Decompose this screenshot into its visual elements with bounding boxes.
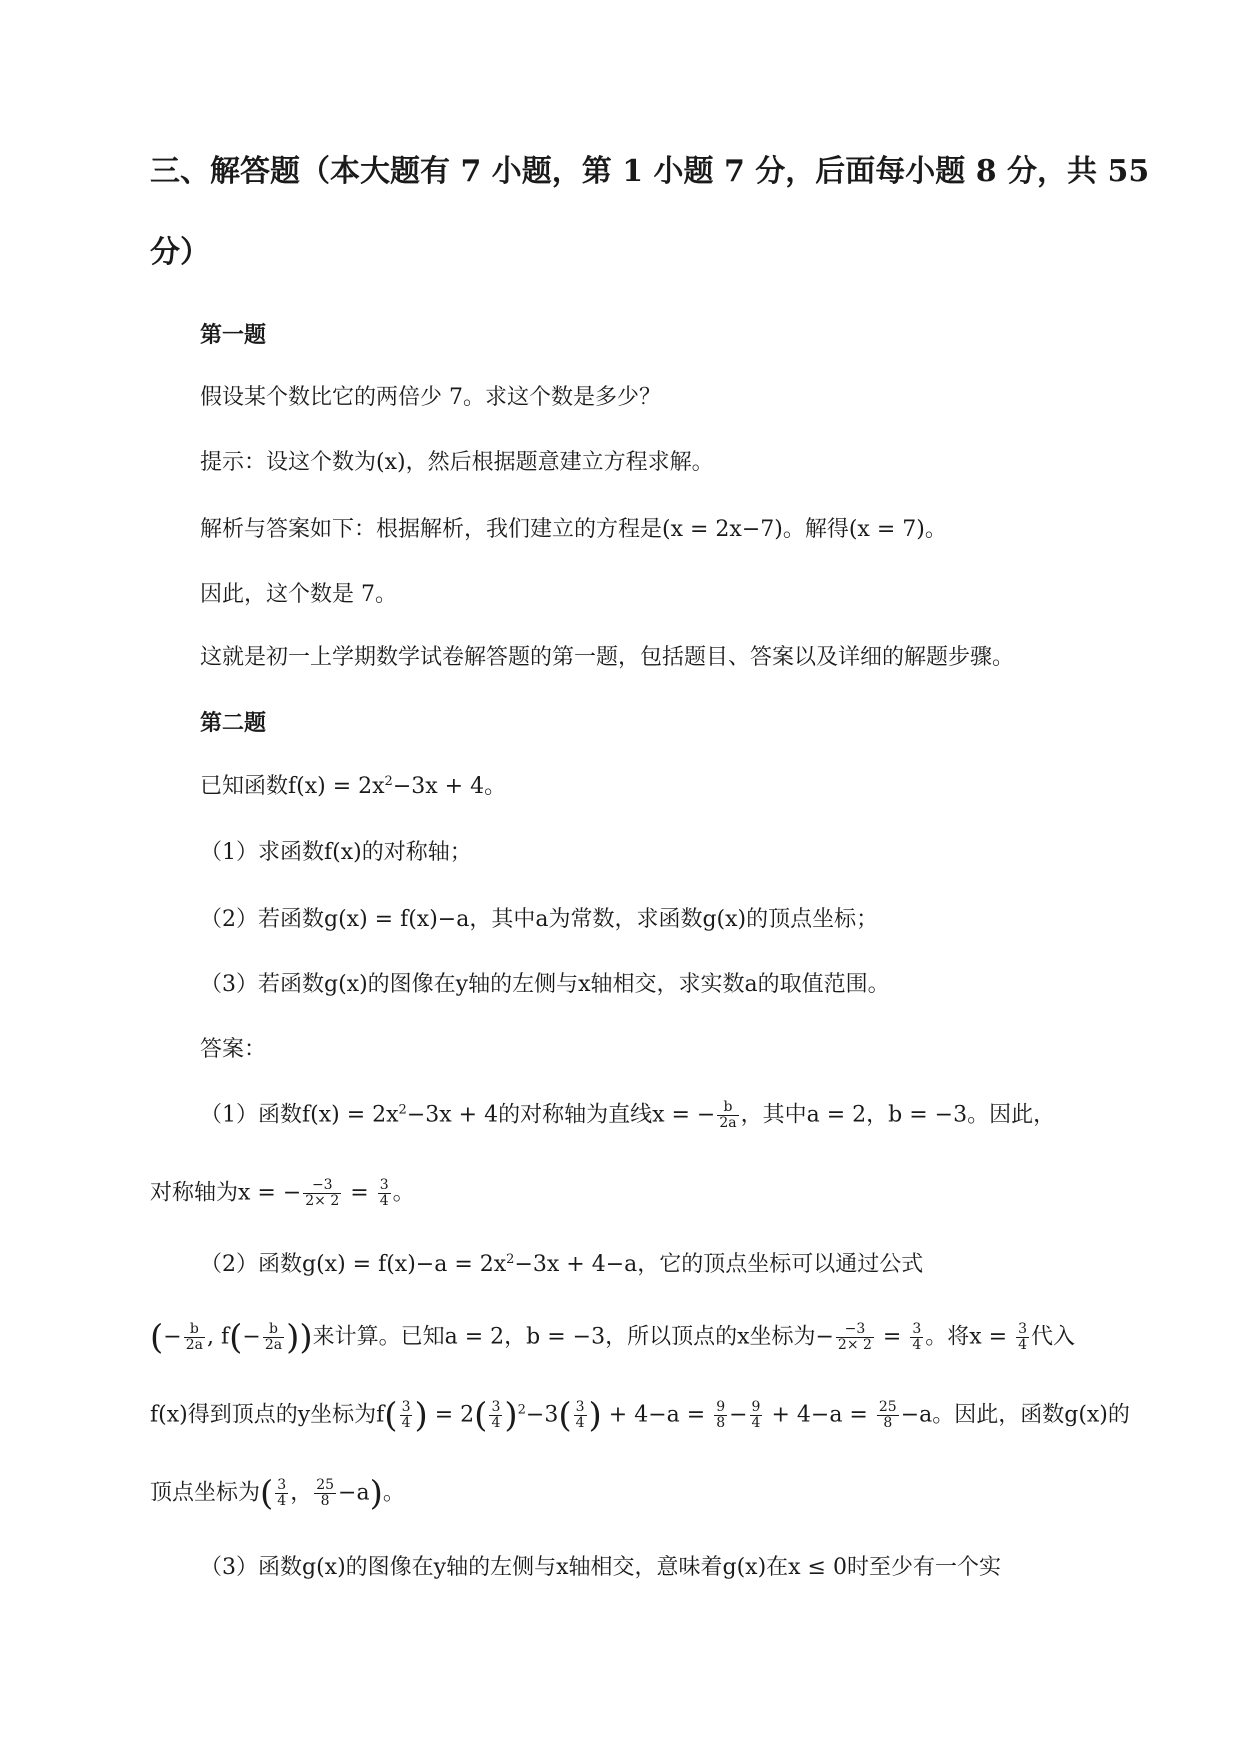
- exponent: 2: [517, 1402, 526, 1418]
- fraction: [314, 1478, 336, 1509]
- denominator: 2a: [185, 1337, 203, 1353]
- ans-text: ，其中a = 2，b = −3。因此，: [740, 1102, 1056, 1128]
- q1-hint: 提示：设这个数为(x)，然后根据题意建立方程求解。: [200, 450, 714, 475]
- q2-part1: （1）求函数f(x)的对称轴；: [200, 840, 472, 865]
- ans1-line2: [150, 1178, 415, 1209]
- denominator: 4: [1018, 1337, 1028, 1353]
- paren: (: [474, 1395, 488, 1436]
- paren: ): [369, 1473, 383, 1514]
- fraction: [184, 1322, 205, 1353]
- numerator: 25: [878, 1399, 897, 1415]
- paren: (: [260, 1473, 274, 1514]
- ans-text: −: [242, 1324, 261, 1350]
- fraction: [910, 1322, 923, 1353]
- ans-text: , f: [206, 1324, 230, 1350]
- paren: ): [414, 1395, 428, 1436]
- denominator: 4: [751, 1415, 761, 1431]
- fraction: [263, 1322, 284, 1353]
- numerator: b: [268, 1321, 278, 1337]
- exponent: 2: [506, 1252, 515, 1267]
- ans2-line3: [150, 1395, 1130, 1436]
- denominator: 4: [277, 1493, 287, 1509]
- ans2-line4: [150, 1473, 405, 1514]
- fraction: [750, 1400, 763, 1431]
- ans-text: −: [729, 1402, 748, 1428]
- q2-answer-label: 答案：: [200, 1037, 267, 1062]
- paren: (: [229, 1317, 243, 1358]
- numerator: 25: [316, 1477, 335, 1493]
- numerator: −3: [844, 1321, 866, 1337]
- denominator: 4: [491, 1415, 501, 1431]
- denominator: 4: [575, 1415, 585, 1431]
- paren: (: [150, 1317, 164, 1358]
- paren: (: [558, 1395, 572, 1436]
- denominator: 4: [912, 1337, 922, 1353]
- q2-part3: （3）若函数g(x)的图像在y轴的左侧与x轴相交，求实数a的取值范围。: [200, 972, 890, 997]
- ans-text: （1）函数f(x) = 2x: [200, 1102, 399, 1128]
- numerator: 3: [1018, 1321, 1028, 1337]
- numerator: 3: [277, 1477, 287, 1493]
- denominator: 8: [877, 1415, 899, 1431]
- ans-text: f(x)得到顶点的y坐标为f: [150, 1402, 385, 1428]
- q1-conclusion: 因此，这个数是 7。: [200, 582, 397, 607]
- exponent: 2: [384, 774, 393, 789]
- section-title-line2: 分）: [150, 235, 210, 270]
- fraction: [574, 1400, 587, 1431]
- fraction: [303, 1178, 341, 1209]
- ans-text: −: [163, 1324, 182, 1350]
- q1-summary: 这就是初一上学期数学试卷解答题的第一题，包括题目、答案以及详细的解题步骤。: [200, 645, 1015, 670]
- q1-problem: 假设某个数比它的两倍少 7。求这个数是多少？: [200, 385, 661, 410]
- fraction: [836, 1322, 874, 1353]
- ans-text: （2）函数g(x) = f(x)−a = 2x: [200, 1252, 507, 1277]
- ans-text: 顶点坐标为: [150, 1480, 261, 1506]
- denominator: 2× 2: [305, 1193, 340, 1209]
- ans-text: 代入: [1031, 1324, 1076, 1350]
- fraction: [400, 1400, 413, 1431]
- fraction: [717, 1100, 738, 1131]
- numerator: 3: [379, 1177, 389, 1193]
- ans-text: −3x + 4的对称轴为直线x = −: [406, 1102, 716, 1128]
- ans2-line1: [200, 1250, 923, 1280]
- given-text: 已知函数f(x) = 2x: [200, 774, 385, 799]
- q2-heading: 第二题: [200, 710, 267, 736]
- ans-text: ，: [290, 1480, 313, 1506]
- ans-text: −a。因此，函数g(x)的: [900, 1402, 1130, 1428]
- ans2-line2: [150, 1317, 1076, 1358]
- numerator: 3: [401, 1399, 411, 1415]
- ans-text: =: [875, 1324, 909, 1350]
- fraction: [489, 1400, 502, 1431]
- denominator: 8: [314, 1493, 336, 1509]
- paren: ): [588, 1395, 602, 1436]
- ans-text: −3: [525, 1402, 559, 1428]
- ans-text: =: [343, 1180, 376, 1206]
- section-title-line1: 三、解答题（本大题有 7 小题，第 1 小题 7 分，后面每小题 8 分，共 55: [150, 154, 1150, 189]
- denominator: 8: [716, 1415, 726, 1431]
- denominator: 4: [401, 1415, 411, 1431]
- ans1-line1: [200, 1100, 1055, 1131]
- fraction: [378, 1178, 391, 1209]
- fraction: [275, 1478, 288, 1509]
- fraction: [877, 1400, 899, 1431]
- ans-text: 来计算。已知a = 2，b = −3，所以顶点的x坐标为−: [312, 1324, 834, 1350]
- q2-part2: （2）若函数g(x) = f(x)−a，其中a为常数，求函数g(x)的顶点坐标；: [200, 907, 879, 932]
- q1-heading: 第一题: [200, 322, 267, 348]
- ans-text: 对称轴为x = −: [150, 1180, 302, 1206]
- ans-text: 。: [382, 1480, 405, 1506]
- denominator: 4: [379, 1193, 389, 1209]
- numerator: b: [723, 1099, 733, 1115]
- paren: )): [286, 1317, 313, 1358]
- numerator: 3: [491, 1399, 501, 1415]
- numerator: b: [189, 1321, 199, 1337]
- q2-given: [200, 772, 506, 802]
- ans3-line1: （3）函数g(x)的图像在y轴的左侧与x轴相交，意味着g(x)在x ≤ 0时至少有一个实: [200, 1555, 1001, 1580]
- q1-analysis: 解析与答案如下：根据解析，我们建立的方程是(x = 2x−7)。解得(x = 7)。: [200, 517, 947, 542]
- denominator: 2× 2: [837, 1337, 872, 1353]
- paren: ): [504, 1395, 518, 1436]
- denominator: 2a: [264, 1337, 283, 1353]
- ans-text: −a: [338, 1480, 370, 1506]
- ans-text: + 4−a =: [764, 1402, 875, 1428]
- numerator: 3: [575, 1399, 585, 1415]
- given-text: −3x + 4。: [392, 774, 507, 799]
- fraction: [1016, 1322, 1029, 1353]
- ans-text: + 4−a =: [601, 1402, 713, 1428]
- fraction: [714, 1400, 727, 1431]
- ans-text: −3x + 4−a，它的顶点坐标可以通过公式: [514, 1252, 924, 1277]
- numerator: 9: [716, 1399, 726, 1415]
- numerator: 3: [912, 1321, 922, 1337]
- numerator: −3: [311, 1177, 333, 1193]
- exponent: 2: [398, 1102, 407, 1118]
- ans-text: 。: [392, 1180, 415, 1206]
- ans-text: 。将x =: [925, 1324, 1015, 1350]
- ans-text: = 2: [427, 1402, 475, 1428]
- paren: (: [384, 1395, 398, 1436]
- denominator: 2a: [719, 1115, 737, 1131]
- numerator: 9: [751, 1399, 761, 1415]
